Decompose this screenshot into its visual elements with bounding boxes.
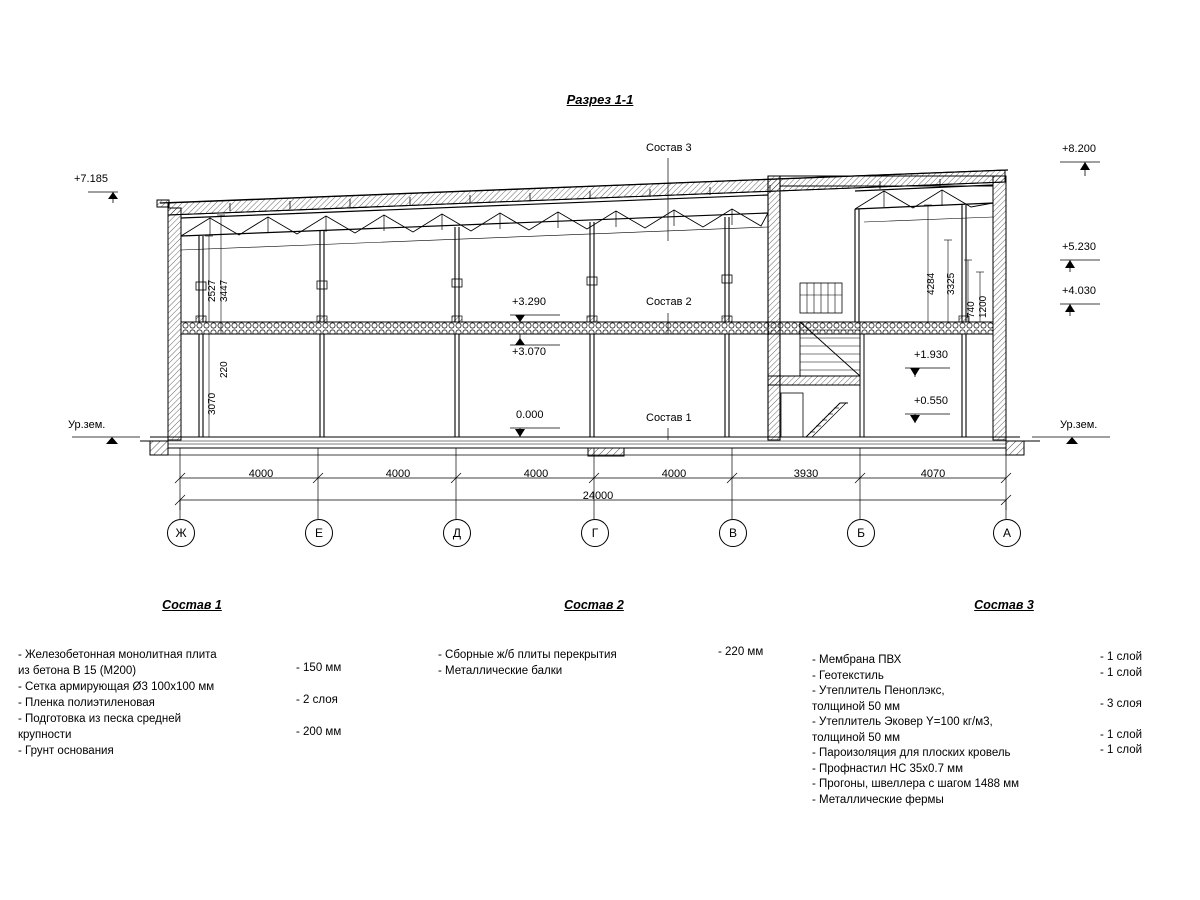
axis-bubble-b[interactable] <box>847 519 875 547</box>
spec-row-text: - Утеплитель Эковер Y=100 кг/м3, <box>812 716 993 728</box>
spec-row-text: - Железобетонная монолитная плита <box>18 649 217 661</box>
spec-row-text: - Геотекстиль <box>812 669 884 682</box>
callout-sostav3: Состав 3 <box>646 142 692 154</box>
spec-row-text: - Утеплитель Пеноплэкс, <box>812 685 945 697</box>
elevation-7185: +7.185 <box>74 173 108 185</box>
axis-bubble-zh[interactable] <box>167 519 195 547</box>
vdim-2527: 2527 <box>207 279 218 302</box>
total-dim: 24000 <box>582 490 614 502</box>
spec-row-text: - Прогоны, швеллера с шагом 1488 мм <box>812 778 1020 790</box>
elevation-0550: +0.550 <box>914 395 948 407</box>
vdim-220: 220 <box>219 361 230 378</box>
spec-row-value: - 1 слой <box>1100 651 1143 663</box>
axis-bubble-v[interactable] <box>719 519 747 547</box>
vdim-3447: 3447 <box>219 279 230 302</box>
spec-title-3: Состав 3 <box>974 598 1034 612</box>
elevation-3290: +3.290 <box>512 296 546 308</box>
vdim-4284: 4284 <box>926 272 937 295</box>
bay-dim-4: 4000 <box>661 468 687 480</box>
spec-row-text: - Сетка армирующая Ø3 100х100 мм <box>18 681 215 693</box>
bay-dim-1: 4000 <box>248 468 274 480</box>
elevation-1930: +1.930 <box>914 349 948 361</box>
elevation-3070: +3.070 <box>512 346 546 358</box>
ground-level-right: Ур.зем. <box>1060 419 1098 431</box>
axis-label: Б <box>857 526 865 540</box>
bay-dim-6: 4070 <box>920 468 946 480</box>
elevation-5230: +5.230 <box>1062 241 1096 253</box>
axis-label: В <box>728 526 737 540</box>
elevation-4030: +4.030 <box>1062 285 1096 297</box>
spec-row-text: толщиной 50 мм <box>812 700 901 713</box>
spec-row-text: - Подготовка из песка средней <box>18 713 182 725</box>
spec-row-value: - 2 слоя <box>296 694 338 706</box>
spec-row-value: - 200 мм <box>296 726 342 738</box>
spec-row-text: - Пароизоляция для плоских кровель <box>812 747 1011 759</box>
spec-row-value: - 1 слой <box>1100 728 1143 741</box>
spec-list-1 <box>18 645 378 757</box>
spec-row-text: из бетона В 15 (М200) <box>18 665 137 677</box>
spec-row-value: - 150 мм <box>296 662 342 674</box>
axis-label: Ж <box>175 526 187 540</box>
ground-level-left: Ур.зем. <box>68 419 106 431</box>
callout-sostav1: Состав 1 <box>646 412 692 424</box>
axis-bubble-g[interactable] <box>581 519 609 547</box>
spec-row-value: - 1 слой <box>1100 744 1143 756</box>
axis-bubble-e[interactable] <box>305 519 333 547</box>
spec-list-2 <box>438 645 778 677</box>
axis-label: А <box>1002 526 1011 540</box>
spec-title-1: Состав 1 <box>162 598 222 612</box>
spec-row-text: - Металлические фермы <box>812 793 944 806</box>
axis-label: Е <box>314 526 323 540</box>
vdim-1200: 1200 <box>978 295 989 318</box>
page-title: Разрез 1-1 <box>566 92 634 107</box>
spec-row-value: - 1 слой <box>1100 666 1143 679</box>
axis-bubble-a[interactable] <box>993 519 1021 547</box>
elevation-8200: +8.200 <box>1062 143 1096 155</box>
spec-row-text: - Пленка полиэтиленовая <box>18 697 155 709</box>
spec-row-text: - Металлические балки <box>438 665 563 677</box>
bay-dim-5: 3930 <box>793 468 819 480</box>
spec-row-text: крупности <box>18 729 72 741</box>
spec-row-text: - Мембрана ПВХ <box>812 654 902 666</box>
axis-label: Г <box>591 526 599 540</box>
vdim-3325: 3325 <box>946 272 957 295</box>
spec-row-text: - Профнастил НС 35х0.7 мм <box>812 762 963 775</box>
bay-dim-3: 4000 <box>523 468 549 480</box>
spec-row-text: - Грунт основания <box>18 745 114 757</box>
bay-dim-2: 4000 <box>385 468 411 480</box>
spec-row-text: - Сборные ж/б плиты перекрытия <box>438 649 617 661</box>
spec-row-value: - 220 мм <box>718 646 764 658</box>
spec-row-value: - 3 слоя <box>1100 697 1142 710</box>
callout-sostav2: Состав 2 <box>646 296 692 308</box>
spec-list-3 <box>812 650 1182 805</box>
elevation-0000: 0.000 <box>516 409 544 421</box>
spec-title-2: Состав 2 <box>564 598 624 612</box>
spec-row-text: толщиной 50 мм <box>812 731 901 744</box>
vdim-3070: 3070 <box>207 392 218 415</box>
axis-bubble-d[interactable] <box>443 519 471 547</box>
vdim-740: 740 <box>966 301 977 318</box>
axis-label: Д <box>452 526 462 540</box>
